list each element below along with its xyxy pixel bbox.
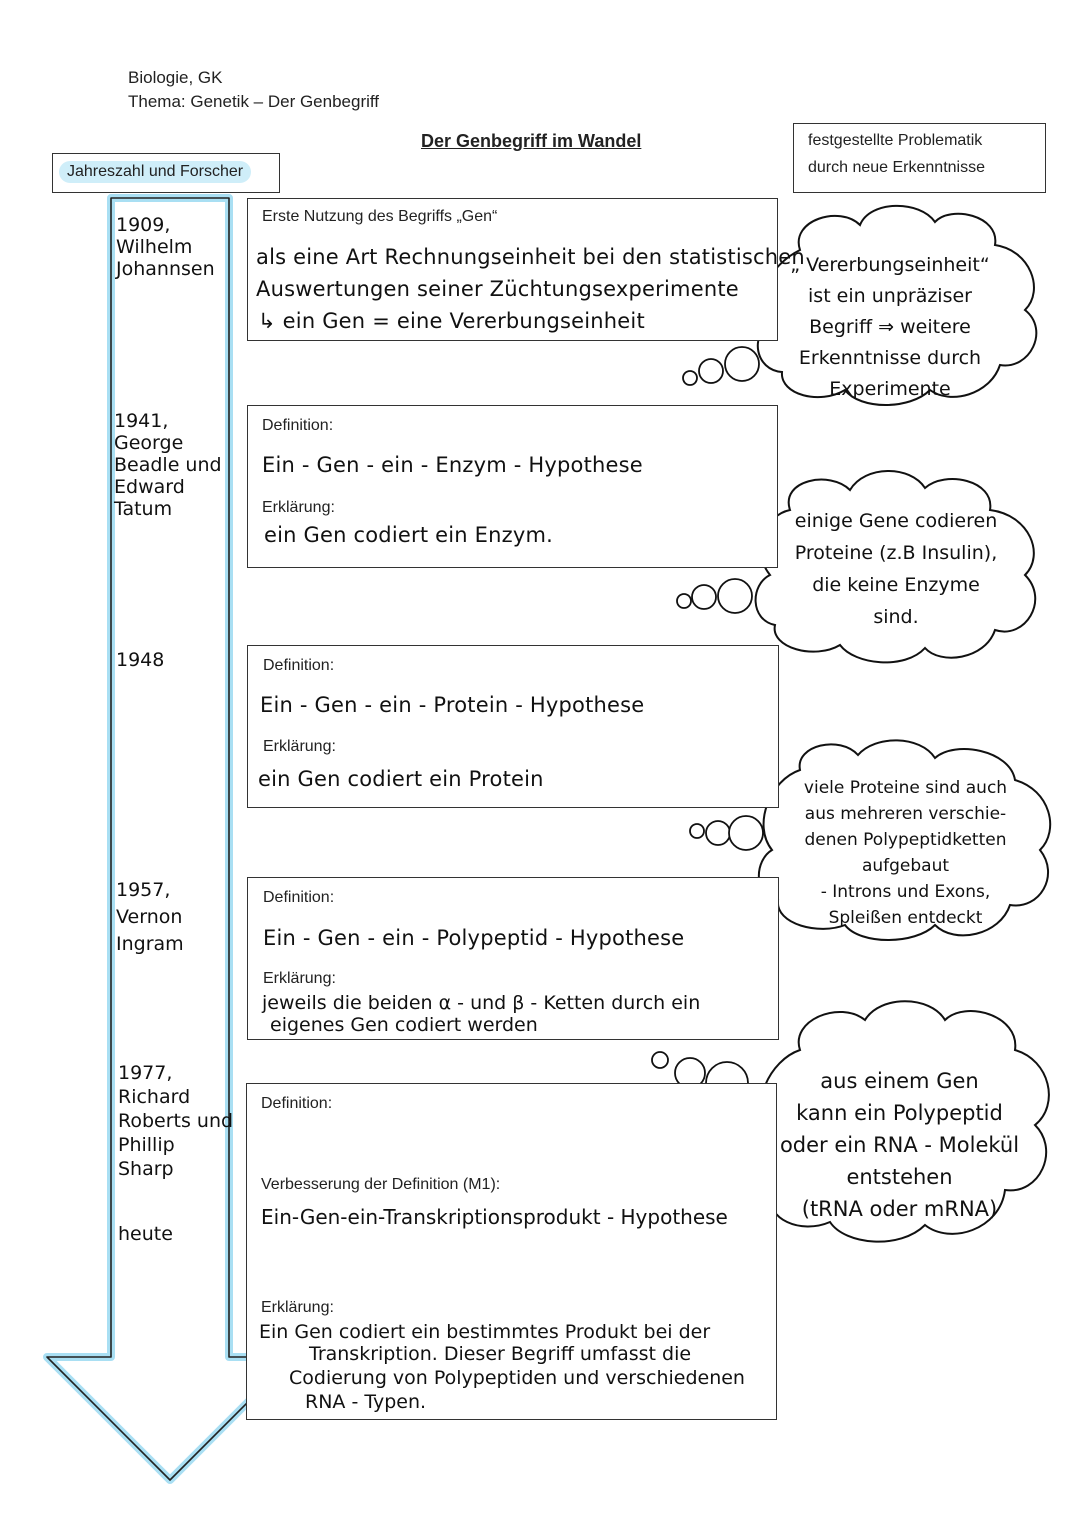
year: 1957, <box>116 879 171 901</box>
explanation-text: Codierung von Polypeptiden und verschiedenen <box>289 1367 745 1389</box>
cloud-line: Proteine (z.B Insulin), <box>794 542 998 564</box>
cloud-line: ist ein unpräziser <box>808 285 972 307</box>
cloud-line: - Introns und Exons, <box>820 882 991 902</box>
left-header-box <box>52 153 280 193</box>
year: 1941, <box>114 410 169 432</box>
definition-label: Definition: <box>263 889 335 906</box>
researcher: Roberts und <box>118 1110 234 1132</box>
definition-label: Definition: <box>262 417 334 434</box>
cloud-line: oder ein RNA - Molekül <box>779 1133 1020 1157</box>
explanation-text: Transkription. Dieser Begriff umfasst die <box>309 1343 692 1365</box>
explanation-label: Erklärung: <box>262 499 335 516</box>
improvement-label: Verbesserung der Definition (M1): <box>261 1176 501 1193</box>
year: heute <box>118 1223 173 1245</box>
cloud-line: aufgebaut <box>861 856 950 876</box>
definition-text: Ein - Gen - ein - Enzym - Hypothese <box>262 453 643 477</box>
gene-box-today <box>246 1083 777 1420</box>
explanation-text: jeweils die beiden α - und β - Ketten durch ein <box>262 992 701 1014</box>
researcher: Johannsen <box>116 258 215 280</box>
explanation-label: Erklärung: <box>263 970 336 987</box>
definition-text: Ein - Gen - ein - Protein - Hypothese <box>260 693 645 717</box>
left-header-label: Jahreszahl und Forscher <box>59 161 251 183</box>
subject-line: Biologie, GK <box>128 68 223 87</box>
cloud-line: denen Polypeptidketten <box>804 830 1007 850</box>
researcher: Beadle und <box>114 454 222 476</box>
cloud-line: Spleißen entdeckt <box>828 908 983 928</box>
researcher: Ingram <box>116 933 184 955</box>
timeline-entry-heute <box>118 1223 173 1245</box>
explanation-text: eigenes Gen codiert werden <box>270 1014 538 1036</box>
cloud-line: Experimente <box>829 378 951 400</box>
researcher: Tatum <box>114 498 173 520</box>
cloud-line: Begriff ⇒ weitere <box>809 316 971 338</box>
cloud-line: viele Proteine sind auch <box>803 778 1008 798</box>
definition-text: Ein - Gen - ein - Polypeptid - Hypothese <box>263 926 685 950</box>
gene-box-1909 <box>247 198 805 341</box>
cloud-line: „ Vererbungseinheit“ <box>790 254 990 276</box>
explanation-text: ein Gen codiert ein Protein <box>258 767 544 791</box>
timeline-entry-1957 <box>116 877 184 958</box>
cloud-line: aus mehreren verschie- <box>804 804 1007 824</box>
box-label: Erste Nutzung des Begriffs „Gen“ <box>262 208 498 225</box>
timeline-entry-1909 <box>116 214 215 280</box>
box-text: Auswertungen seiner Züchtungsexperimente <box>256 277 739 301</box>
cloud-2-text <box>772 505 1020 633</box>
researcher: Sharp <box>118 1158 174 1180</box>
cloud-line: aus einem Gen <box>820 1069 979 1093</box>
researcher: Edward <box>114 476 185 498</box>
gene-box-1941 <box>247 405 778 568</box>
box-text: als eine Art Rechnungseinheit bei den statistischen <box>256 245 805 269</box>
box-text: ↳ ein Gen = eine Vererbungseinheit <box>258 309 645 333</box>
explanation-text: RNA - Typen. <box>305 1391 427 1413</box>
explanation-text: Ein Gen codiert ein bestimmtes Produkt bei der <box>259 1321 711 1343</box>
cloud-line: die keine Enzyme <box>812 574 980 596</box>
cloud-line: (tRNA oder mRNA) <box>801 1197 998 1221</box>
definition-label: Definition: <box>261 1095 333 1112</box>
right-header-line1: festgestellte Problematik <box>808 132 983 149</box>
researcher: Phillip <box>118 1134 175 1156</box>
cloud-4-text <box>762 1065 1037 1225</box>
cloud-3-text <box>778 775 1033 931</box>
timeline-entry-1977 <box>118 1061 233 1181</box>
cloud-line: entstehen <box>846 1165 953 1189</box>
timeline-entry-1941 <box>114 410 222 520</box>
explanation-text: ein Gen codiert ein Enzym. <box>264 523 554 547</box>
cloud-line: einige Gene codieren <box>794 510 998 532</box>
year: 1948 <box>116 649 165 671</box>
researcher: Vernon <box>116 906 183 928</box>
right-header-box <box>793 123 1046 193</box>
definition-text: Ein-Gen-ein-Transkriptionsprodukt - Hypothese <box>261 1205 728 1229</box>
cloud-line: sind. <box>873 606 919 628</box>
cloud-line: kann ein Polypeptid <box>796 1101 1003 1125</box>
right-header-line2: durch neue Erkenntnisse <box>808 159 985 176</box>
page-title: Der Genbegriff im Wandel <box>421 131 642 151</box>
timeline-entry-1948 <box>116 649 164 671</box>
gene-box-1948 <box>247 645 779 808</box>
year: 1977, <box>118 1062 173 1084</box>
cloud-1-text <box>770 250 1010 405</box>
researcher: Richard <box>118 1086 191 1108</box>
explanation-label: Erklärung: <box>263 738 336 755</box>
explanation-label: Erklärung: <box>261 1299 334 1316</box>
topic-line: Thema: Genetik – Der Genbegriff <box>128 92 380 111</box>
definition-label: Definition: <box>263 657 335 674</box>
gene-box-1957 <box>247 877 779 1040</box>
researcher: Wilhelm <box>116 236 193 258</box>
researcher: George <box>114 432 184 454</box>
year: 1909, <box>116 214 171 236</box>
cloud-line: Erkenntnisse durch <box>798 347 982 369</box>
